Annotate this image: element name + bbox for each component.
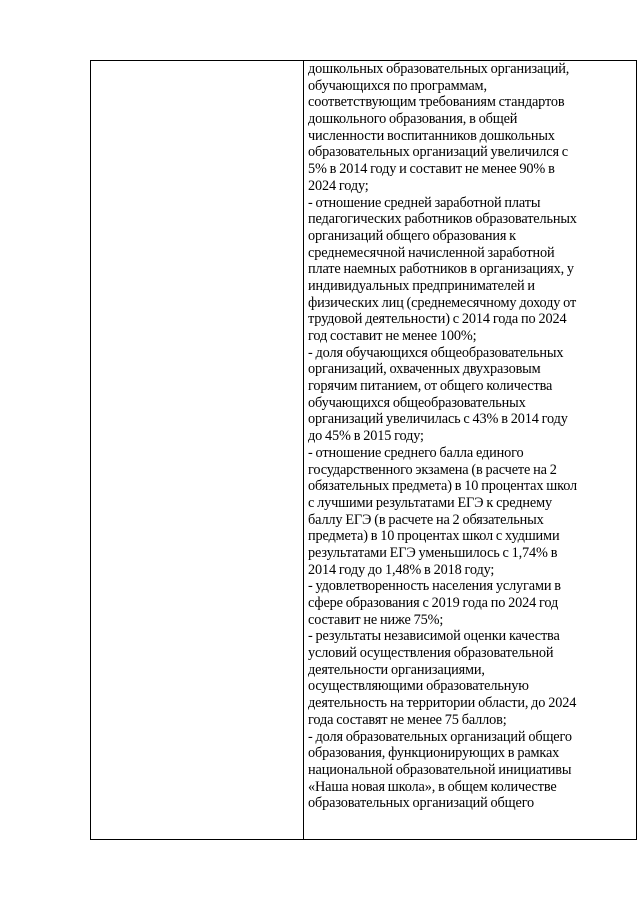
text-line: - отношение среднего балла единого xyxy=(308,444,524,461)
text-line: 2014 году до 1,48% в 2018 году; xyxy=(308,561,495,578)
text-line: с лучшими результатами ЕГЭ к среднему xyxy=(308,494,553,511)
text-line: обучающихся по программам, xyxy=(308,77,487,94)
text-line: педагогических работников образовательных xyxy=(308,211,577,228)
text-line: - отношение средней заработной платы xyxy=(308,194,541,211)
text-line: плате наемных работников в организациях, у xyxy=(308,261,574,278)
text-line: численности воспитанников дошкольных xyxy=(308,127,555,144)
text-line: 2024 году; xyxy=(308,177,369,194)
text-line: «Наша новая школа», в общем количестве xyxy=(308,778,557,795)
text-line: результатами ЕГЭ уменьшилось с 1,74% в xyxy=(308,544,558,561)
text-line: - доля обучающихся общеобразовательных xyxy=(308,344,564,361)
text-line: - удовлетворенность населения услугами в xyxy=(308,578,561,595)
text-line: деятельность на территории области, до 2024 xyxy=(308,695,577,712)
text-line: до 45% в 2015 году; xyxy=(308,428,424,445)
text-line: физических лиц (среднемесячному доходу от xyxy=(308,294,577,311)
text-line: государственного экзамена (в расчете на 2 xyxy=(308,461,557,478)
text-line: баллу ЕГЭ (в расчете на 2 обязательных xyxy=(308,511,544,528)
text-line: дошкольных образовательных организаций, xyxy=(308,61,570,77)
table-cell-left xyxy=(91,61,304,840)
text-line: предмета) в 10 процентах школ с худшими xyxy=(308,528,560,545)
text-line: дошкольного образования, в общей xyxy=(308,111,518,128)
text-line: образовательных организаций увеличился с xyxy=(308,144,568,161)
text-line: среднемесячной начисленной заработной xyxy=(308,244,555,261)
text-line: горячим питанием, от общего количества xyxy=(308,378,553,395)
text-line: организаций общего образования к xyxy=(308,227,516,244)
right-cell-text xyxy=(304,61,636,812)
text-line: 5% в 2014 году и составит не менее 90% в xyxy=(308,161,555,178)
text-line: организаций, охваченных двухразовым xyxy=(308,361,541,378)
text-line: деятельности организациями, xyxy=(308,661,485,678)
document-table xyxy=(90,60,637,840)
text-line: образовательных организаций общего xyxy=(308,795,535,812)
text-line: трудовой деятельности) с 2014 года по 2024 xyxy=(308,311,567,328)
text-line: года составят не менее 75 баллов; xyxy=(308,711,507,728)
text-line: организаций увеличилась с 43% в 2014 году xyxy=(308,411,568,428)
text-line: обучающихся общеобразовательных xyxy=(308,394,526,411)
table-row xyxy=(91,61,637,840)
text-line: обязательных предмета) в 10 процентах школ xyxy=(308,478,578,495)
table-cell-right xyxy=(304,61,637,840)
text-line: образования, функционирующих в рамках xyxy=(308,745,560,762)
text-line: национальной образовательной инициативы xyxy=(308,761,572,778)
text-line: - доля образовательных организаций общего xyxy=(308,728,572,745)
text-line: соответствующим требованиям стандартов xyxy=(308,94,565,111)
text-line: индивидуальных предпринимателей и xyxy=(308,277,535,294)
text-line: осуществляющими образовательную xyxy=(308,678,529,695)
text-line: составит не ниже 75%; xyxy=(308,611,444,628)
text-line: условий осуществления образовательной xyxy=(308,645,554,662)
text-line: год составит не менее 100%; xyxy=(308,328,477,344)
text-line: сфере образования с 2019 года по 2024 год xyxy=(308,595,559,611)
text-line: - результаты независимой оценки качества xyxy=(308,628,560,645)
